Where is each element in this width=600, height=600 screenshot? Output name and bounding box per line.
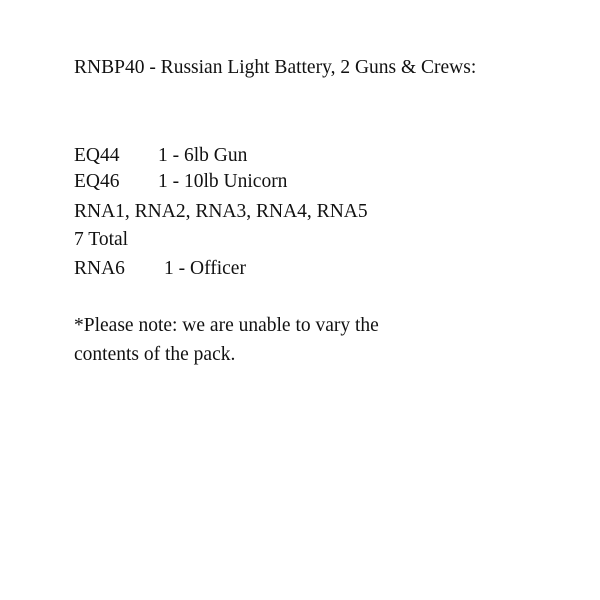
pack-title: RNBP40 - Russian Light Battery, 2 Guns & Crews: [74,57,477,78]
item-description: 1 - 10lb Unicorn [158,171,288,192]
crew-codes: RNA1, RNA2, RNA3, RNA4, RNA5 [74,201,368,222]
item-row [74,169,287,195]
officer-row [74,256,246,282]
officer-code: RNA6 [74,258,125,279]
item-row [74,143,247,169]
item-code: EQ44 [74,145,120,166]
item-code: EQ46 [74,171,120,192]
crew-total: 7 Total [74,229,129,250]
note-line-2: contents of the pack. [74,344,236,365]
note-line-1: *Please note: we are unable to vary the [74,315,379,336]
officer-description: 1 - Officer [164,258,246,279]
item-description: 1 - 6lb Gun [158,145,248,166]
